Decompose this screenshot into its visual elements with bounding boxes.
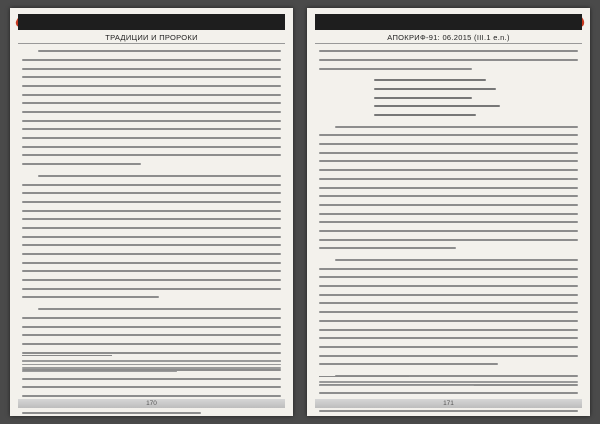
- text-line: [319, 50, 578, 57]
- text-line: [319, 195, 578, 202]
- text-line: [22, 146, 281, 153]
- text-line: [374, 97, 578, 104]
- text-line: [22, 386, 281, 393]
- text-line: [319, 355, 578, 362]
- footnote-line: [319, 385, 474, 387]
- text-line: [22, 270, 281, 277]
- text-line: [22, 137, 281, 144]
- text-line: [22, 76, 281, 83]
- header-divider: [18, 43, 285, 44]
- text-line: [319, 285, 578, 292]
- text-line: [22, 102, 281, 109]
- text-line: [22, 236, 281, 243]
- text-line: [22, 343, 281, 350]
- footnotes: [319, 379, 578, 386]
- footnote-line: [22, 360, 281, 362]
- text-line: [22, 253, 281, 260]
- text-line: [22, 244, 281, 251]
- text-line: [22, 288, 281, 295]
- issue-info: АПОКРИФ-91: 06.2015 (III.1 e.n.): [387, 33, 510, 42]
- section-title: ТРАДИЦИИ И ПРОРОКИ: [105, 33, 198, 42]
- text-line: [319, 276, 578, 283]
- running-header: [315, 14, 582, 30]
- text-line: [22, 175, 281, 182]
- paragraph-gap: [319, 74, 578, 77]
- body-text: [22, 48, 281, 338]
- text-line: [319, 204, 578, 211]
- paragraph-gap: [319, 254, 578, 257]
- text-line: [374, 105, 578, 112]
- paragraph-gap: [22, 170, 281, 173]
- text-line: [319, 134, 578, 141]
- footnote-divider: [319, 376, 409, 377]
- text-line: [22, 412, 281, 416]
- text-line: [374, 79, 578, 86]
- text-line: [374, 88, 578, 95]
- text-line: [22, 111, 281, 118]
- text-line: [22, 227, 281, 234]
- footnotes: [22, 358, 281, 372]
- text-line: [319, 294, 578, 301]
- running-header: [18, 14, 285, 30]
- text-line: [22, 317, 281, 324]
- right-page: [307, 8, 590, 416]
- text-line: [319, 143, 578, 150]
- poem-quote: [319, 79, 578, 120]
- text-line: [319, 346, 578, 353]
- text-line: [319, 160, 578, 167]
- page-number: 171: [315, 399, 582, 408]
- text-line: [22, 68, 281, 75]
- text-line: [319, 221, 578, 228]
- text-line: [319, 152, 578, 159]
- text-line: [319, 259, 578, 266]
- footnote-divider: [22, 355, 112, 356]
- text-line: [22, 262, 281, 269]
- text-line: [22, 192, 281, 199]
- footnote-line: [22, 371, 177, 373]
- text-line: [319, 320, 578, 327]
- text-line: [319, 187, 578, 194]
- paragraph-gap: [319, 121, 578, 124]
- text-line: [319, 329, 578, 336]
- text-line: [22, 128, 281, 135]
- text-line: [22, 154, 281, 161]
- text-line: [22, 210, 281, 217]
- text-line: [319, 239, 578, 246]
- text-line: [319, 59, 578, 66]
- text-line: [319, 169, 578, 176]
- footnote-line: [319, 381, 578, 383]
- left-page: [10, 8, 293, 416]
- text-line: [319, 230, 578, 237]
- text-line: [319, 126, 578, 133]
- page-number: 170: [18, 399, 285, 408]
- text-line: [22, 378, 281, 385]
- text-line: [22, 279, 281, 286]
- footnote-line: [22, 364, 281, 366]
- text-line: [319, 311, 578, 318]
- text-line: [22, 326, 281, 333]
- text-line: [319, 302, 578, 309]
- header-divider: [315, 43, 582, 44]
- text-line: [22, 85, 281, 92]
- text-line: [22, 334, 281, 341]
- body-text: [319, 48, 578, 338]
- text-line: [319, 268, 578, 275]
- paragraph-gap: [319, 370, 578, 373]
- text-line: [22, 201, 281, 208]
- text-line: [319, 178, 578, 185]
- text-line: [319, 337, 578, 344]
- text-line: [22, 184, 281, 191]
- text-line: [22, 59, 281, 66]
- text-line: [22, 120, 281, 127]
- text-line: [22, 94, 281, 101]
- text-line: [319, 392, 578, 399]
- text-line: [319, 410, 578, 416]
- text-line: [319, 213, 578, 220]
- text-line: [22, 308, 281, 315]
- paragraph-gap: [22, 303, 281, 306]
- footnote-line: [22, 367, 281, 369]
- text-line: [22, 218, 281, 225]
- text-line: [22, 50, 281, 57]
